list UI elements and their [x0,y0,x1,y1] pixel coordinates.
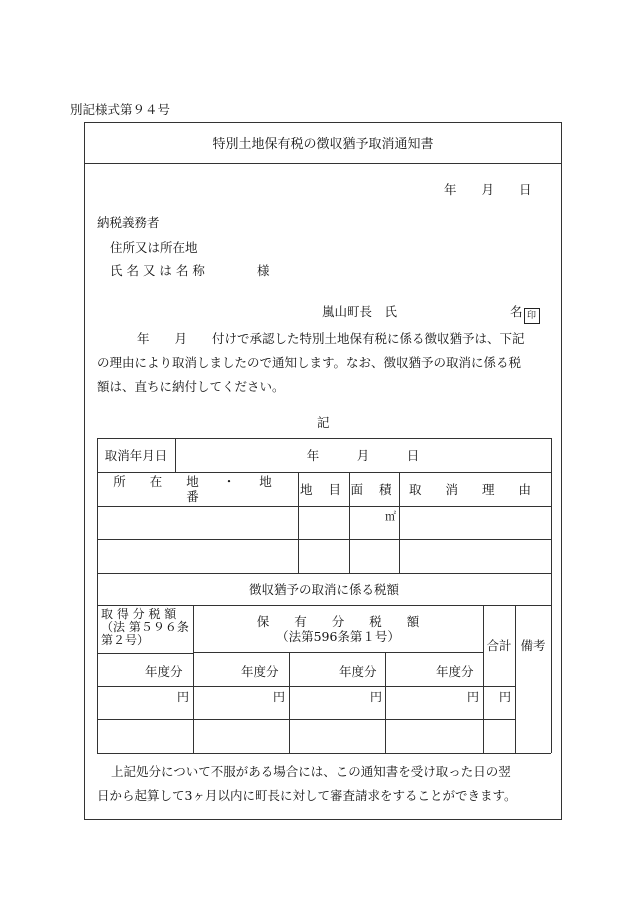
issue-date: 年 月 日 [444,182,532,197]
tax-section-header: 徴収猶予の取消に係る税額 [248,581,399,597]
cancel-date-value: 年 月 日 [306,447,420,463]
issuer-name-label: 名 [510,304,523,319]
col-reason: 取 消 理 由 [409,481,541,497]
year-label-2: 年度分 [241,664,279,679]
hold-label-line-2: （法第596条第１号） [276,629,400,644]
name-label: 氏 名 又 は 名 称 [110,263,205,278]
form-number: 別記様式第９４号 [70,102,171,117]
yen-3: 円 [370,690,383,704]
ki-heading: 記 [317,415,330,430]
taxpayer-heading: 納税義務者 [97,215,160,230]
acquisition-tax-label [101,608,189,647]
col-land-type: 地 目 [300,481,347,497]
col-location: 所 在 地 ・ 地 番 [113,474,282,504]
col-area: 面 積 [350,481,398,497]
body-line-1: 年 月 付けで承認した特別土地保有税に係る徴収猶予は、下記 [137,331,525,346]
cancel-date-label: 取消年月日 [104,447,168,463]
year-label-1: 年度分 [145,664,183,679]
hold-label-line-1: 保 有 分 税 額 [256,614,420,629]
document-title-text: 特別土地保有税の徴収猶予取消通知書 [212,137,434,152]
total-label: 合計 [486,638,512,653]
remarks-label: 備考 [520,638,546,653]
yen-5: 円 [499,690,512,704]
address-label: 住所又は所在地 [110,240,198,255]
area-unit: ㎡ [385,510,396,523]
document-title [84,122,562,164]
acq-label-line-3: 第２号） [101,633,150,647]
year-label-3: 年度分 [339,664,377,679]
yen-4: 円 [467,690,480,704]
notice-body [97,327,553,399]
issuer-name-seal [510,302,540,324]
appeal-notice [97,760,553,808]
yen-1: 円 [177,690,190,704]
body-line-2: の理由により取消しましたので通知します。なお、徴収猶予の取消に係る税 [97,355,522,370]
footer-line-1: 上記処分について不服がある場合には、この通知書を受け取った日の翌 [111,764,511,779]
year-label-4: 年度分 [436,664,474,679]
honorific: 様 [257,263,270,278]
seal-icon: 印 [524,308,540,324]
yen-2: 円 [273,690,286,704]
acq-label-line-1: 取 得 分 税 額 [101,607,177,621]
footer-line-2: 日から起算して3ヶ月以内に町長に対して審査請求をすることができます。 [97,788,517,803]
body-line-3: 額は、直ちに納付してください。 [97,379,285,394]
holding-tax-label [193,608,483,650]
issuer: 嵐山町長 氏 [322,304,398,319]
acq-label-line-2: （法 第５９６条 [101,620,189,634]
